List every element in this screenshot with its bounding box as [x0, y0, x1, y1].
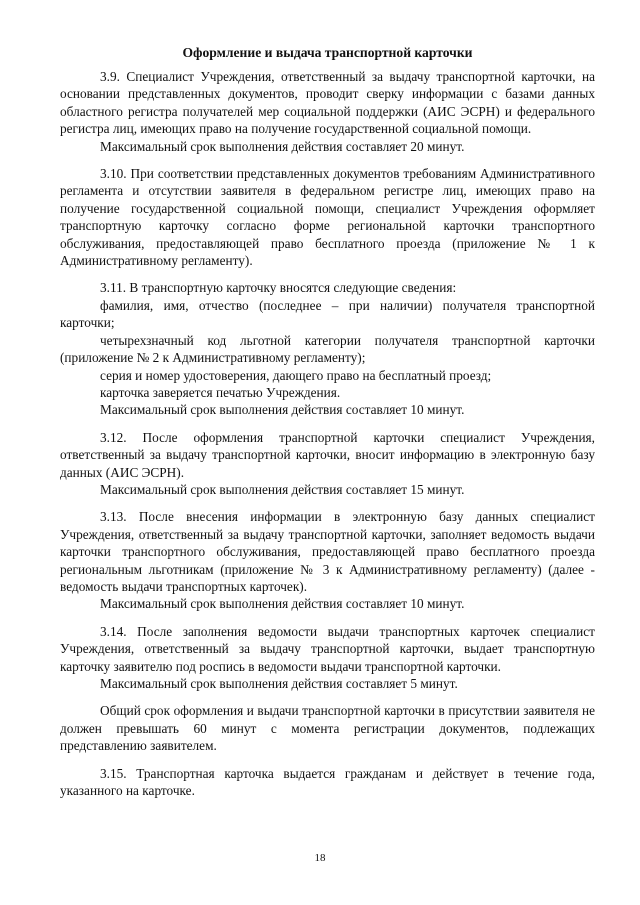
paragraph: Общий срок оформления и выдачи транспортной карточки в присутствии заявителя не должен превышать 60 минут с момента регистрации документов, подлежащих представлению заявителем.: [60, 703, 595, 754]
paragraph: карточка заверяется печатью Учреждения.: [100, 384, 341, 400]
paragraph: 3.13. После внесения информации в электронную базу данных специалист Учреждения, ответственный за выдачу транспортной карточки, заполняет ведомость выдачи карточки транспортного обслуживания, предоставляющей право бесплатного проезда региональным льготникам (приложение № 3 к Административному регламенту) (далее - ведомость выдачи транспортных карточек).: [60, 509, 595, 594]
paragraph: 3.10. При соответствии представленных документов требованиям Административного регламента и отсутствии заявителя в федеральном регистре лиц, имеющих право на получение государственной социальной помощи, специалист Учреждения оформляет транспортную карточку согласно форме региональной карточки транспортного обслуживания, предоставляющей право бесплатного проезда (приложение № 1 к Административному регламенту).: [60, 166, 595, 269]
paragraph: 3.14. После заполнения ведомости выдачи транспортных карточек специалист Учреждения, ответственный за выдачу транспортной карточки, выдает транспортную карточку заявителю под роспись в ведомости выдачи транспортной карточки.: [60, 623, 595, 674]
paragraph: Максимальный срок выполнения действия составляет 5 минут.: [100, 676, 458, 691]
paragraph: Максимальный срок выполнения действия составляет 20 минут.: [100, 138, 465, 154]
paragraph: серия и номер удостоверения, дающего право на бесплатный проезд;: [100, 367, 492, 383]
paragraph: Максимальный срок выполнения действия составляет 10 минут.: [100, 596, 465, 612]
paragraph: Максимальный срок выполнения действия составляет 10 минут.: [100, 402, 465, 418]
paragraph: четырехзначный код льготной категории получателя транспортной карточки (приложение № 2 к Административному регламенту);: [60, 332, 595, 366]
paragraph: 3.11. В транспортную карточку вносятся следующие сведения:: [100, 280, 457, 296]
paragraph: 3.12. После оформления транспортной карточки специалист Учреждения, ответственный за выдачу транспортной карточки, вносит информацию в электронную базу данных (АИС ЭСРН).: [60, 429, 595, 480]
paragraph: Максимальный срок выполнения действия составляет 15 минут.: [100, 481, 465, 497]
section-title: Оформление и выдача транспортной карточки: [182, 45, 473, 60]
body-text: [60, 68, 595, 799]
paragraph: 3.15. Транспортная карточка выдается гражданам и действует в течение года, указанного на карточке.: [60, 765, 595, 799]
paragraph: фамилия, имя, отчество (последнее – при наличии) получателя транспортной карточки;: [60, 297, 595, 331]
paragraph: 3.9. Специалист Учреждения, ответственный за выдачу транспортной карточки, на основании представленных документов, проводит сверку информации с базами данных областного регистра получателей мер социальной поддержки (АИС ЭСРН) и федерального регистра лиц, имеющих право на получение государственной социальной помощи.: [60, 69, 595, 137]
page-number: 18: [314, 852, 326, 864]
